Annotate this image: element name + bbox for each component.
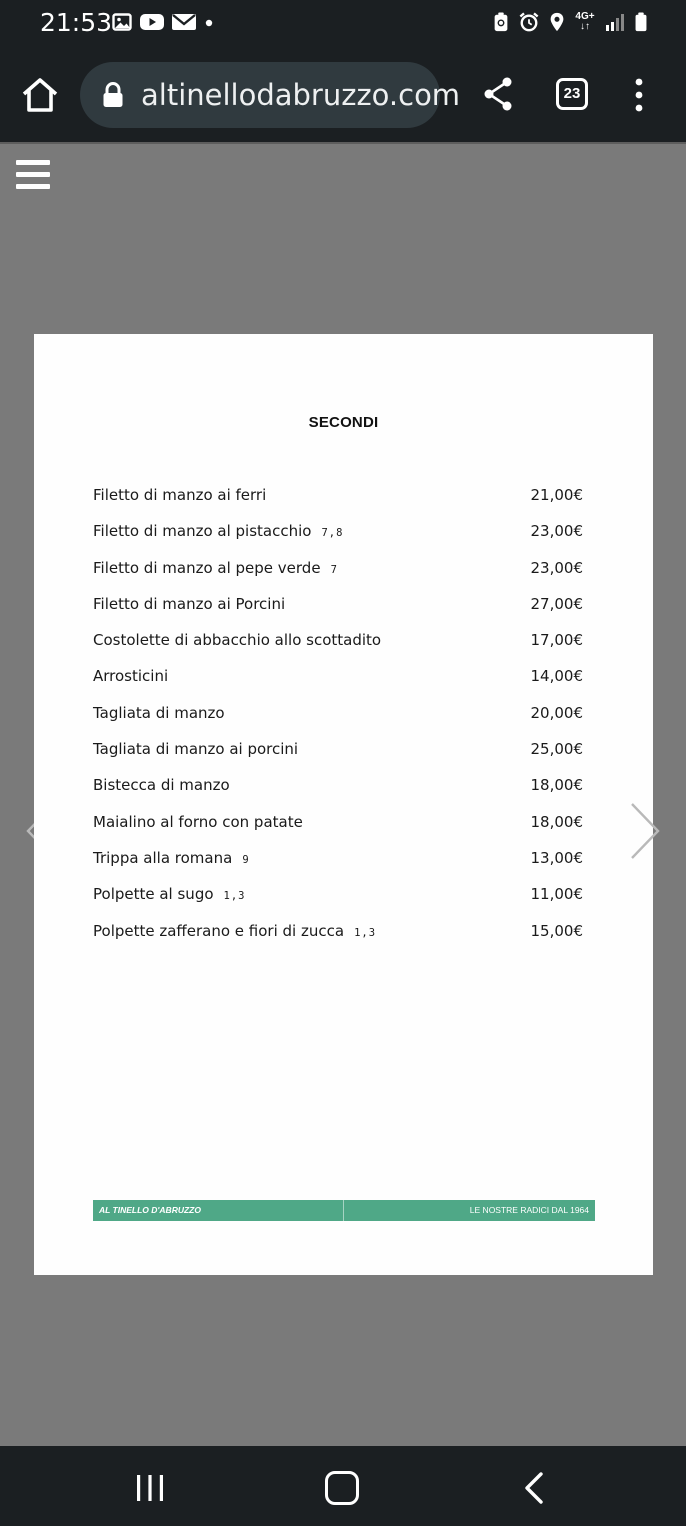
network-4g-icon — [574, 12, 596, 32]
item-price: 11,00€ — [530, 885, 583, 904]
menu-item — [93, 486, 583, 522]
menu-item — [93, 595, 583, 631]
network-activity-label: ↓↑ — [580, 21, 590, 32]
item-name: Filetto di manzo al pistacchio 7,8 — [93, 522, 344, 541]
back-icon[interactable] — [522, 1472, 546, 1504]
menu-item — [93, 813, 583, 849]
item-price: 14,00€ — [530, 667, 583, 686]
menu-item — [93, 776, 583, 812]
share-icon[interactable] — [482, 76, 514, 112]
image-icon — [112, 12, 132, 32]
item-price: 25,00€ — [530, 740, 583, 759]
address-bar[interactable] — [80, 62, 461, 128]
page-title: SECONDI — [308, 414, 379, 431]
restaurant-name: AL TINELLO D'ABRUZZO — [99, 1205, 201, 1215]
item-name: Polpette zafferano e fiori di zucca 1,3 — [93, 921, 377, 940]
document-footer — [93, 1200, 595, 1221]
menu-item — [93, 631, 583, 667]
item-price: 27,00€ — [530, 594, 583, 613]
location-icon — [549, 12, 565, 32]
menu-item — [93, 667, 583, 703]
signal-icon — [605, 12, 625, 32]
item-name: Maialino al forno con patate — [93, 812, 303, 831]
item-name: Tagliata di manzo — [93, 703, 225, 722]
item-allergens: 7,8 — [321, 527, 344, 540]
next-page-arrow-icon[interactable] — [628, 802, 662, 860]
item-price: 18,00€ — [530, 776, 583, 795]
item-name: Polpette al sugo 1,3 — [93, 885, 246, 904]
item-name: Trippa alla romana 9 — [93, 848, 250, 867]
menu-item — [93, 740, 583, 776]
mail-icon — [172, 12, 196, 32]
menu-item — [93, 922, 583, 958]
item-price: 17,00€ — [530, 631, 583, 650]
battery-saver-icon — [493, 12, 509, 32]
lock-icon — [102, 82, 124, 108]
item-price: 18,00€ — [530, 812, 583, 831]
item-allergens: 9 — [242, 853, 250, 866]
dot-icon — [204, 12, 214, 32]
home-button-icon[interactable] — [325, 1471, 359, 1505]
system-navigation-bar — [0, 1446, 686, 1526]
item-price: 13,00€ — [530, 848, 583, 867]
menu-item — [93, 522, 583, 558]
item-name: Filetto di manzo ai ferri — [93, 486, 267, 504]
menu-item — [93, 704, 583, 740]
notification-icons — [112, 12, 214, 32]
item-price: 23,00€ — [530, 558, 583, 577]
tab-switcher-button[interactable]: 23 — [556, 78, 588, 110]
web-page — [0, 142, 686, 1446]
item-allergens: 7 — [330, 563, 338, 576]
item-price: 15,00€ — [530, 921, 583, 940]
menu-item — [93, 849, 583, 885]
menu-document-page — [34, 334, 653, 1275]
menu-item — [93, 559, 583, 595]
more-options-icon[interactable] — [630, 78, 648, 112]
network-type-label: 4G+ — [575, 11, 595, 22]
footer-divider — [343, 1200, 344, 1221]
item-price: 23,00€ — [530, 522, 583, 541]
menu-item — [93, 885, 583, 921]
item-name: Costolette di abbacchio allo scottadito — [93, 631, 382, 650]
item-name: Arrosticini — [93, 667, 169, 686]
item-name: Filetto di manzo al pepe verde 7 — [93, 558, 338, 577]
status-bar — [0, 0, 686, 48]
item-price: 20,00€ — [530, 703, 583, 722]
browser-toolbar — [0, 48, 686, 142]
item-allergens: 1,3 — [223, 890, 246, 903]
restaurant-tagline: LE NOSTRE RADICI DAL 1964 — [469, 1205, 589, 1215]
item-name: Bistecca di manzo — [93, 776, 230, 795]
item-price: 21,00€ — [530, 486, 583, 504]
recent-apps-icon[interactable] — [134, 1474, 166, 1502]
system-icons — [493, 12, 648, 32]
status-time: 21:53 — [40, 8, 113, 37]
url-text[interactable]: altinellodabruzzo.com — [141, 78, 461, 112]
menu-list — [93, 486, 583, 958]
youtube-icon — [140, 12, 164, 32]
item-name: Tagliata di manzo ai porcini — [93, 740, 299, 759]
battery-icon — [634, 12, 648, 32]
item-allergens: 1,3 — [354, 926, 377, 939]
hamburger-menu-icon[interactable] — [16, 160, 50, 190]
home-icon[interactable] — [20, 75, 60, 115]
item-name: Filetto di manzo ai Porcini — [93, 594, 286, 613]
alarm-icon — [518, 12, 540, 32]
